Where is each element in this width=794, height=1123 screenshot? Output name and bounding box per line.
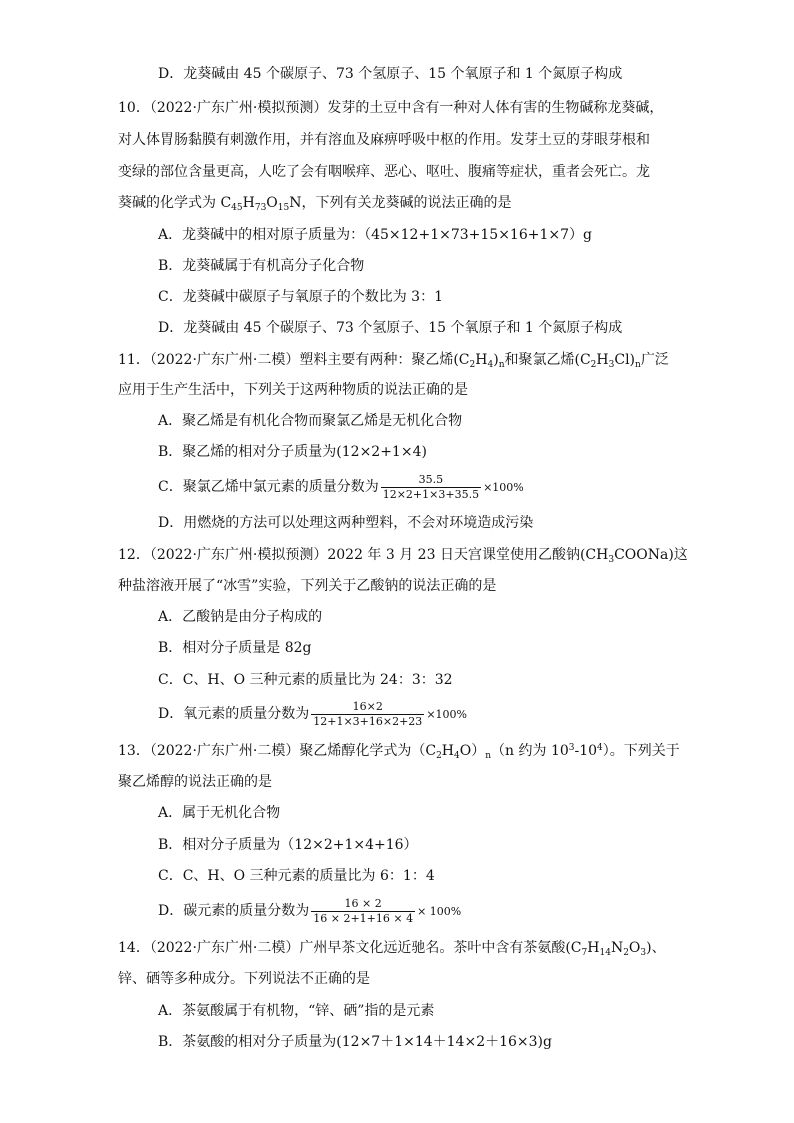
q10-option-d: D．龙葵碱由 45 个碳原子、73 个氢原子、15 个氧原子和 1 个氮原子构成: [158, 320, 623, 336]
q11-option-a: A．聚乙烯是有机化合物而聚氯乙烯是无机化合物: [158, 413, 463, 429]
q12-stem-line-2: 种盐溶液开展了“冰雪”实验，下列关于乙酸钠的说法正确的是: [118, 578, 497, 594]
q13-option-d: D．碳元素的质量分数为 $\frac{16 \times 2}{16 \times 2+1+16 \times 4}$ × 100%: [158, 896, 462, 925]
q11-stem-line-1: 11．（2022·广东广州·二模）塑料主要有两种：聚乙烯$(C_2H_4)_n$和聚氯乙烯$(C_2H_3Cl)_n$广泛: [118, 352, 669, 370]
q12-option-b: B．相对分子质量是 82g: [158, 640, 312, 656]
q13-option-d-fraction: $\frac{16 \times 2}{16 \times 2+1+16 \times 4}$: [313, 896, 414, 925]
q14-option-a: A．茶氨酸属于有机物，“锌、硒”指的是元素: [158, 1003, 435, 1019]
q11-option-c: C．聚氯乙烯中氯元素的质量分数为 $\frac{35.5}{12\times 2+1\times 3+35.5}$ ×100%: [158, 472, 524, 501]
q11-stem-line-2: 应用于生产生活中，下列关于这两种物质的说法正确的是: [118, 382, 468, 398]
q12-option-c: C．C、H、O 三种元素的质量比为 24：3：32: [158, 672, 453, 688]
q13-option-b: B．相对分子质量为（12×2+1×4+16）: [158, 837, 418, 853]
q13-option-c: C．C、H、O 三种元素的质量比为 6：1：4: [158, 868, 435, 884]
q11-option-c-fraction: $\frac{35.5}{12\times 2+1\times 3+35.5}$: [382, 472, 480, 501]
q13-option-a: A．属于无机化合物: [158, 805, 281, 821]
q12-option-a: A．乙酸钠是由分子构成的: [158, 609, 323, 625]
q14-stem-line-1: 14．（2022·广东广州·二模）广州早茶文化远近驰名。茶叶中含有茶氨酸$(C_7H_{14}N_2O_3)$、: [118, 940, 666, 958]
q12-stem-line-1: 12．（2022·广东广州·模拟预测）2022 年 3 月 23 日天宫课堂使用乙酸钠$(CH_3COONa)$这: [118, 547, 688, 565]
q13-stem-line-2: 聚乙烯醇的说法正确的是: [118, 774, 272, 790]
q10-option-a: A．龙葵碱中的相对原子质量为：（45×12+1×73+15×16+1×7）g: [158, 227, 592, 243]
q12-option-d-fraction: $\frac{16\times 2}{12+1\times 3+16\times 2+23}$: [313, 699, 423, 728]
q10-option-c: C．龙葵碱中碳原子与氧原子的个数比为 3：1: [158, 289, 443, 305]
q13-stem-line-1: 13．（2022·广东广州·二模）聚乙烯醇化学式为$(C_2H_4O)_n(n$ 约为 $10^3-10^4$）。下列关于: [118, 743, 680, 761]
q12-option-d: D．氧元素的质量分数为 $\frac{16\times 2}{12+1\times 3+16\times 2+23}$ ×100%: [158, 699, 467, 728]
q14-stem-line-2: 锌、硒等多种成分。下列说法不正确的是: [118, 971, 370, 987]
q10-stem-line-2: 对人体胃肠黏膜有刺激作用，并有溶血及麻痹呼吸中枢的作用。发芽土豆的芽眼芽根和: [118, 132, 650, 148]
q11-option-b: B．聚乙烯的相对分子质量为(12×2+1×4): [158, 444, 427, 460]
q10-stem-line-1: 10．（2022·广东广州·模拟预测）发芽的土豆中含有一种对人体有害的生物碱称龙葵碱，: [118, 100, 664, 116]
q9-option-d: D．龙葵碱由 45 个碳原子、73 个氢原子、15 个氧原子和 1 个氮原子构成: [158, 66, 623, 82]
q10-stem-line-3: 变绿的部位含量更高，人吃了会有咽喉痒、恶心、呕吐、腹痛等症状，重者会死亡。龙: [118, 164, 650, 180]
q10-option-b: B．龙葵碱属于有机高分子化合物: [158, 258, 365, 274]
q11-option-d: D．用燃烧的方法可以处理这两种塑料，不会对环境造成污染: [158, 515, 534, 531]
q10-stem-line-4: 葵碱的化学式为 $C_{45}H_{73}O_{15}N$，下列有关龙葵碱的说法正确的是: [118, 195, 512, 213]
q14-option-b: B．茶氨酸的相对分子质量为(12×7＋1×14＋14×2＋16×3)g: [158, 1034, 552, 1050]
